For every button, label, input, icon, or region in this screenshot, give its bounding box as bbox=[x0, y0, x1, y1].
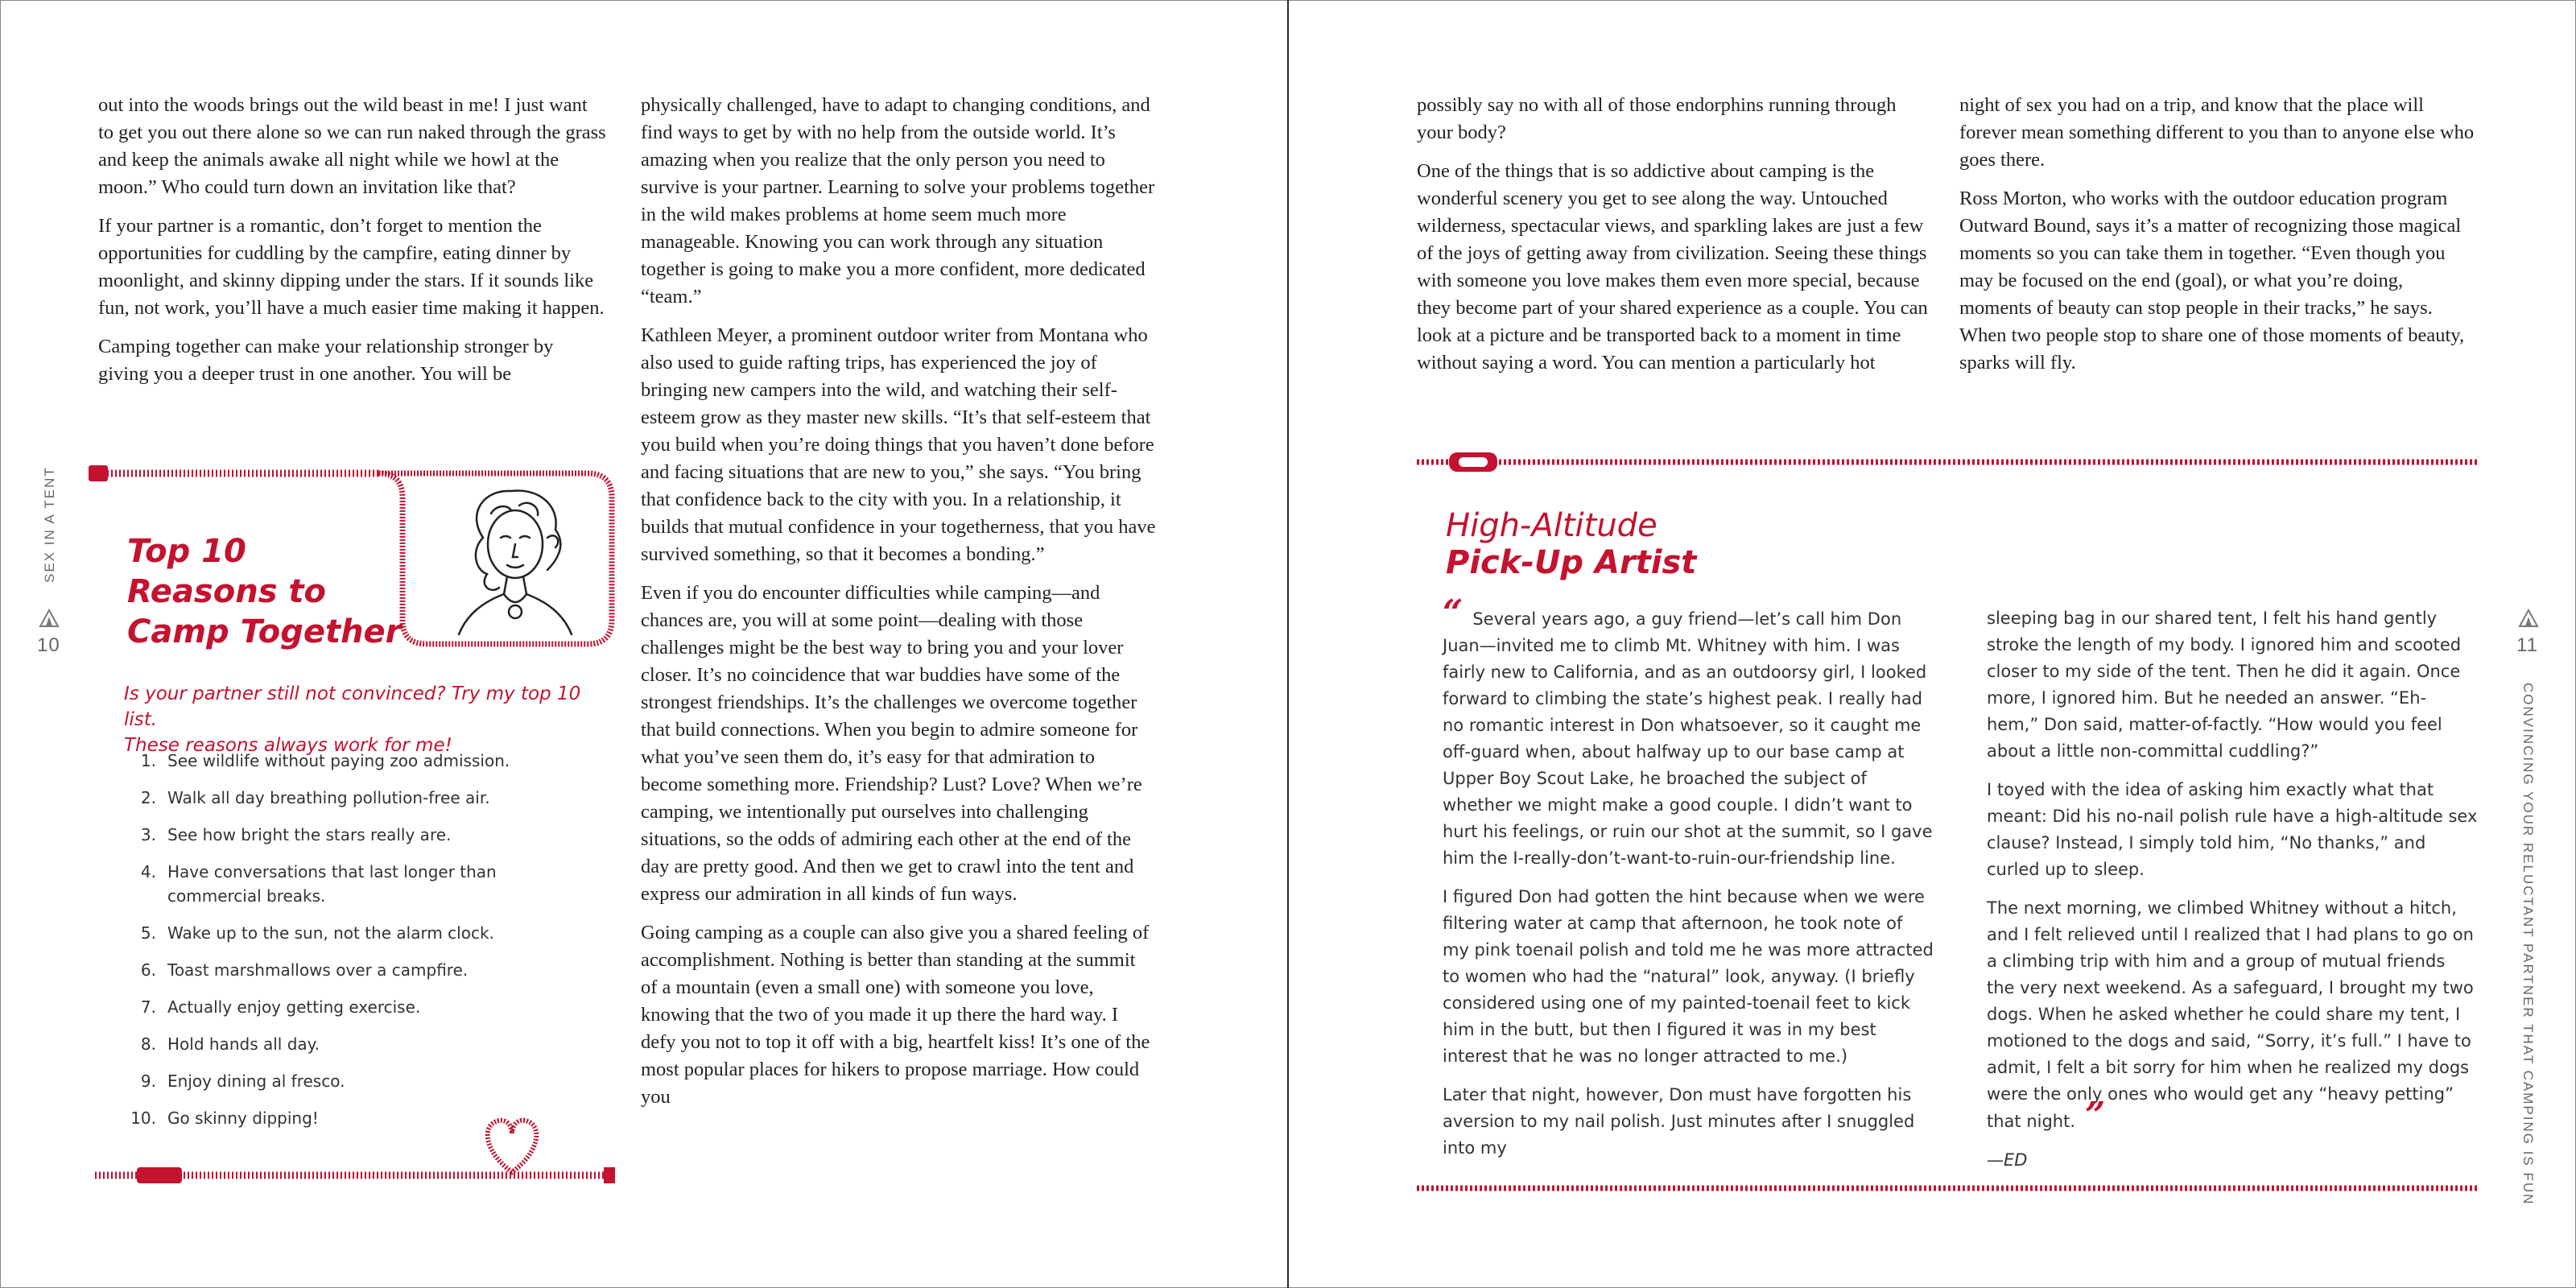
list-text: Toast marshmallows over a campfire. bbox=[167, 960, 469, 980]
sidebar-title-line1: High-Altitude bbox=[1446, 507, 1657, 544]
page-number-right: 11 bbox=[2516, 634, 2538, 656]
top10-intro-line: Is your partner still not convinced? Try my top 10 list. bbox=[124, 683, 581, 730]
list-item bbox=[124, 1106, 543, 1130]
paragraph: out into the woods brings out the wild beast in me! I just want to get you out there alone so we can run naked through the grass and keep the animals awake all night while we howl at the moon.” Who could turn down an invitation like that? bbox=[98, 94, 606, 198]
top10-list bbox=[124, 749, 543, 1143]
list-text: Enjoy dining al fresco. bbox=[167, 1071, 345, 1091]
paragraph: If your partner is a romantic, don’t forget to mention the opportunities for cuddling by the campfire, eating dinner by moonlight, and skinny dipping under the stars. If it sounds like fun, not work, you’ll have a much easier time making it happen. bbox=[98, 215, 605, 319]
paragraph: Ross Morton, who works with the outdoor education program Outward Bound, says it’s a matter of recognizing those magical moments so you can take them in together. “Even though you may be focused on the end (goal), or what you’re doing, moments of beauty can stop people in their tracks,” he says. When two people stop to share one of those moments of beauty, sparks will fly. bbox=[1959, 188, 2465, 374]
paragraph: sleeping bag in our shared tent, I felt his hand gently stroke the length of my body. I ignored him and scooted closer to my side of the tent. Then he did it again. Once more, I ignored him. But he needed an answer. “Eh-hem,” Don said, matter-of-factly. “How would you feel about a little non-committal cuddling?” bbox=[1987, 609, 2462, 761]
sidebar-title bbox=[1446, 507, 1696, 581]
paragraph: physically challenged, have to adapt to changing conditions, and find ways to get by with no help from the outside world. It’s amazing when you realize that the only person you need to survive is your partner. Learning to solve your problems together in the wild makes problems at home seem much more manageable. Knowing you can work through any situation together is going to make you a more confident, more dedicated “team.” bbox=[641, 94, 1155, 308]
woman-illustration bbox=[435, 481, 596, 639]
list-number: 6. bbox=[140, 960, 156, 980]
list-text: Walk all day breathing pollution-free air. bbox=[167, 788, 490, 807]
paragraph: Kathleen Meyer, a prominent outdoor writer from Montana who also used to guide rafting trips, has experienced the joy of bringing new campers into the wild, and watching their self-esteem grow as they master new skills. “It’s that self-esteem that you build when you’re doing things that you haven’t done before and facing situations that are new to you,” she says. “You bring that confidence back to the city with you. In a relationship, it builds that mutual confidence in your togetherness, that you have survived something, so that it becomes a bonding.” bbox=[641, 324, 1156, 565]
paragraph bbox=[1443, 592, 1934, 872]
top10-title-line: Top 10 bbox=[127, 533, 246, 570]
list-text: See how bright the stars really are. bbox=[167, 825, 452, 844]
paragraph: Going camping as a couple can also give you a shared feeling of accomplishment. Nothing is better than standing at the summit of a mountain (even a small one) with someone you love, knowing that the two of you made it up there the hard way. I defy you not to top it off with a big, heartfelt kiss! It’s one of the most popular places for hikers to propose marriage. How could you bbox=[641, 922, 1150, 1108]
signature: —ED bbox=[1987, 1150, 2028, 1170]
list-item bbox=[124, 860, 543, 908]
paragraph: I figured Don had gotten the hint because when we were filtering water at camp that afternoon, he took note of my pink toenail polish and told me he was more attracted to women who had the “natural” look, anyway. (I briefly considered using one of my painted-toenail feet to kick him in the butt, but then I figured it was in my best interest that he was no longer attracted to me.) bbox=[1443, 887, 1934, 1066]
list-text: Have conversations that last longer than commercial breaks. bbox=[167, 862, 497, 906]
paragraph: possibly say no with all of those endorphins running through your body? bbox=[1417, 94, 1897, 143]
sidebar-column-2 bbox=[1987, 605, 2478, 1186]
tent-icon-right bbox=[2518, 609, 2539, 628]
list-number: 10. bbox=[130, 1108, 156, 1128]
sidebar-title-line2: Pick-Up Artist bbox=[1446, 544, 1697, 581]
list-number: 9. bbox=[140, 1071, 156, 1091]
top10-title-line: Camp Together bbox=[127, 613, 402, 650]
top10-intro-line: These reasons always work for me! bbox=[124, 735, 452, 756]
list-number: 4. bbox=[140, 862, 156, 881]
list-item bbox=[124, 1069, 543, 1093]
list-item bbox=[124, 995, 543, 1019]
list-text: Hold hands all day. bbox=[167, 1034, 320, 1054]
list-number: 2. bbox=[140, 788, 156, 807]
top10-title bbox=[127, 531, 401, 652]
close-quote-icon: ” bbox=[2085, 1095, 2106, 1136]
list-item bbox=[124, 1032, 543, 1056]
paragraph: One of the things that is so addictive about camping is the wonderful scenery you get to see along the way. Untouched wilderness, spectacular views, and sparkling lakes are just a few of the joys of getting away from civilization. Seeing these things with someone you love makes them even more special, because they become part of your shared experience as a couple. You can look at a picture and be transported back to a moment in time without saying a word. You can mention a particularly hot bbox=[1417, 160, 1928, 374]
list-number: 1. bbox=[140, 751, 156, 770]
list-item bbox=[124, 749, 543, 773]
list-number: 5. bbox=[140, 923, 156, 943]
list-text: Wake up to the sun, not the alarm clock. bbox=[167, 923, 494, 943]
running-head-left: SEX IN A TENT bbox=[42, 466, 57, 583]
sidebar-column-1 bbox=[1443, 592, 1934, 1174]
list-number: 7. bbox=[140, 997, 156, 1017]
paragraph: Even if you do encounter difficulties while camping—and chances are, you will at some point—dealing with those challenges might be the best way to bring you and your lover closer. It’s no coincidence that war buddies have some of the strongest friendships. It’s the challenges we overcome together that build connections. When you begin to admire someone for what you’ve seen them do, it’s easy for that admiration to become something more. Friendship? Lust? Love? When we’re camping, we intentionally put ourselves into challenging situations, so the odds of admiring each other at the end of the day are pretty good. And then we get to crawl into the tent and express our admiration in all kinds of fun ways. bbox=[641, 582, 1142, 905]
list-text: Actually enjoy getting exercise. bbox=[167, 997, 421, 1017]
running-head-right: CONVINCING YOUR RELUCTANT PARTNER THAT CAMPING IS FUN bbox=[2520, 683, 2536, 1206]
list-number: 3. bbox=[140, 825, 156, 844]
paragraph: night of sex you had on a trip, and know that the place will forever mean something different to you than to anyone else who goes there. bbox=[1959, 94, 2475, 171]
list-item bbox=[124, 823, 543, 847]
list-number: 8. bbox=[140, 1034, 156, 1054]
list-text: See wildlife without paying zoo admission. bbox=[167, 751, 510, 770]
paragraph: I toyed with the idea of asking him exactly what that meant: Did his no-nail polish rule have a high-altitude sex clause? Instead, I simply told him, “No thanks,” and curled up to sleep. bbox=[1987, 780, 2478, 879]
open-quote-icon: “ bbox=[1443, 592, 1463, 634]
sidebar-text: The next morning, we climbed Whitney without a hitch, and I felt relieved until I realized that I had plans to go on a climbing trip with him and a group of mutual friends the very next weekend. As a safeguard, I brought my two dogs. When he asked whether he could share my tent, I motioned to the dogs and said, “Sorry, it’s full.” I have to admit, I felt a bit sorry for him when he realized my dogs were the only ones who would get any “heavy petting” that night. bbox=[1987, 898, 2474, 1131]
list-item bbox=[124, 786, 543, 810]
top10-intro bbox=[124, 681, 607, 758]
paragraph: Camping together can make your relationship stronger by giving you a deeper trust in one another. You will be bbox=[98, 336, 554, 385]
top10-title-line: Reasons to bbox=[127, 573, 327, 610]
list-item bbox=[124, 958, 543, 982]
paragraph bbox=[1987, 895, 2478, 1135]
paragraph: Later that night, however, Don must have forgotten his aversion to my nail polish. Just minutes after I snuggled into my bbox=[1443, 1085, 1915, 1158]
sidebar-text: Several years ago, a guy friend—let’s call him Don Juan—invited me to climb Mt. Whitney with him. I was fairly new to California, and as an outdoorsy girl, I looked forward to climbing the state’s highest peak. I really had no romantic interest in Don whatsoever, so it caught me off-guard when, about halfway up to our base camp at Upper Boy Scout Lake, he broached the subject of whether we might make a good couple. I didn’t want to hurt his feelings, or ruin our shot at the summit, so I gave him the I-really-don’t-want-to-ruin-our-friendship line. bbox=[1443, 609, 1933, 868]
list-item bbox=[124, 921, 543, 945]
list-text: Go skinny dipping! bbox=[167, 1108, 319, 1128]
page-number-left: 10 bbox=[37, 634, 60, 656]
